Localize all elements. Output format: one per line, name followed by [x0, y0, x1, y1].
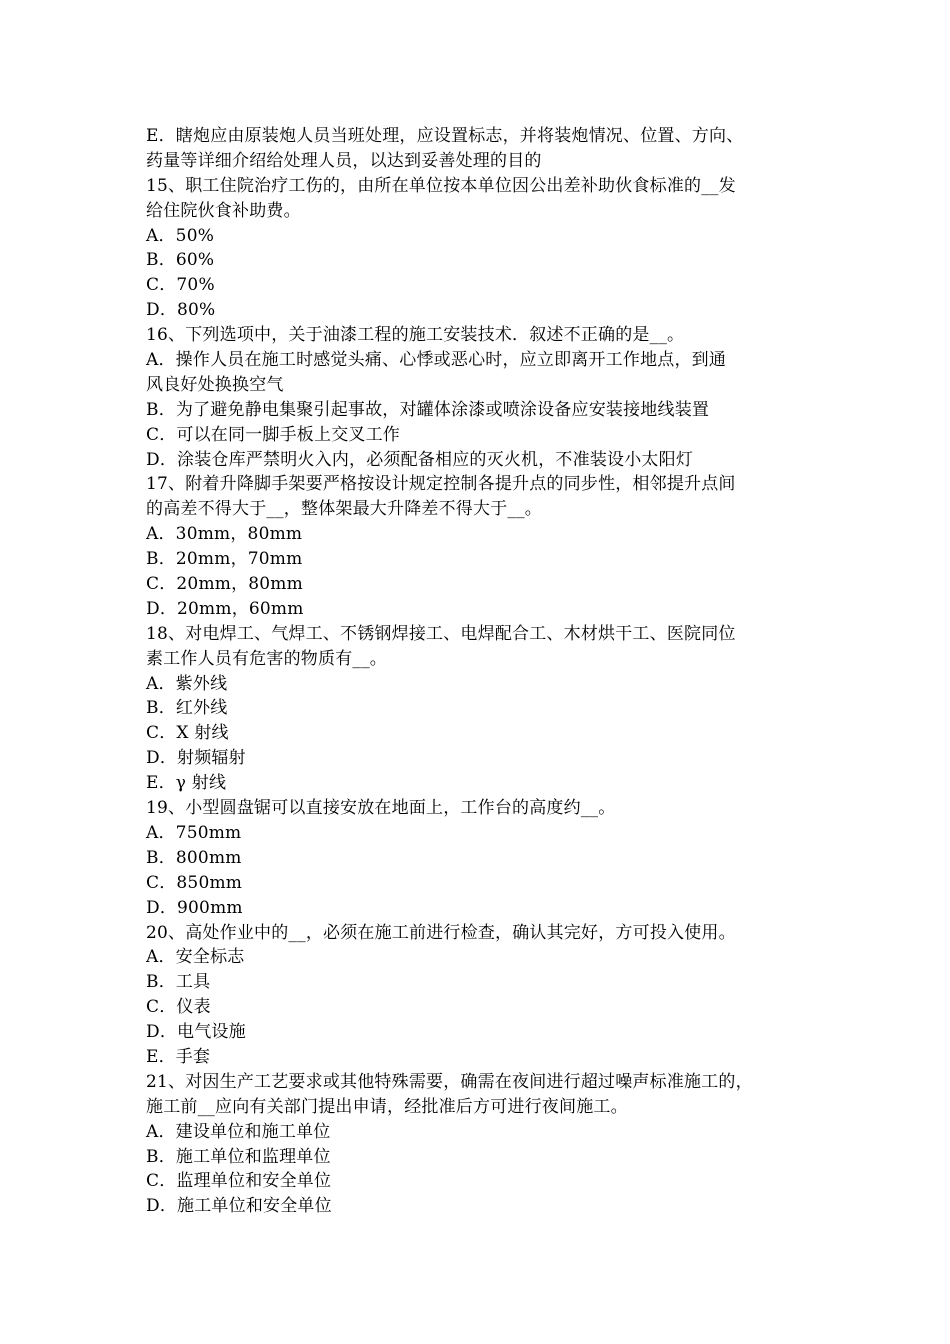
option-line: D．900mm [146, 897, 243, 918]
option-line: D．涂装仓库严禁明火入内，必须配备相应的灭火机，不准装设小太阳灯 [146, 449, 694, 470]
question-line: 给住院伙食补助费。 [146, 200, 301, 221]
option-line: B．红外线 [146, 698, 228, 719]
option-line: B．60% [146, 250, 215, 271]
option-line: E．瞎炮应由原装炮人员当班处理，应设置标志，并将装炮情况、位置、方向、 [146, 126, 744, 146]
option-line: B．800mm [146, 847, 242, 868]
option-line: 药量等详细介绍给处理人员，以达到妥善处理的目的 [146, 150, 542, 171]
option-line: A．建设单位和施工单位 [146, 1121, 331, 1142]
question-line: 18、对电焊工、气焊工、不锈钢焊接工、电焊配合工、木材烘干工、医院同位 [146, 623, 736, 644]
option-line: C．X 射线 [146, 723, 229, 744]
option-line: B．为了避免静电集聚引起事故，对罐体涂漆或喷涂设备应安装接地线装置 [146, 399, 710, 420]
option-line: D．20mm，60mm [146, 598, 304, 619]
question-line: 素工作人员有危害的物质有__。 [146, 648, 387, 669]
option-line: D．电气设施 [146, 1022, 246, 1043]
option-line: A．操作人员在施工时感觉头痛、心悸或恶心时，应立即离开工作地点，到通 [146, 350, 727, 371]
option-line: A．50% [146, 225, 215, 246]
question-line: 的高差不得大于__，整体架最大升降差不得大于__。 [146, 499, 542, 520]
option-line: B．工具 [146, 972, 211, 993]
option-line: 风良好处换换空气 [146, 374, 284, 395]
question-line: 21、对因生产工艺要求或其他特殊需要，确需在夜间进行超过噪声标准施工的， [146, 1071, 753, 1092]
option-line: C．850mm [146, 872, 243, 893]
option-line: A．安全标志 [146, 947, 245, 968]
option-line: E．γ 射线 [146, 773, 227, 794]
option-line: D．80% [146, 300, 216, 321]
option-line: E．手套 [146, 1046, 211, 1067]
option-line: B．施工单位和监理单位 [146, 1146, 331, 1167]
option-line: D．射频辐射 [146, 748, 246, 769]
question-line: 20、高处作业中的__，必须在施工前进行检查，确认其完好，方可投入使用。 [146, 922, 736, 943]
option-line: A．750mm [146, 822, 242, 843]
option-line: C．仪表 [146, 997, 211, 1018]
option-line: C．70% [146, 275, 215, 296]
option-line: A．紫外线 [146, 673, 228, 694]
option-line: C．可以在同一脚手板上交叉工作 [146, 424, 401, 445]
question-line: 19、小型圆盘锯可以直接安放在地面上，工作台的高度约__。 [146, 798, 616, 819]
option-line: C．20mm，80mm [146, 574, 303, 595]
question-line: 施工前__应向有关部门提出申请，经批准后方可进行夜间施工。 [146, 1096, 628, 1117]
document-page [146, 124, 836, 1219]
option-line: B．20mm，70mm [146, 549, 303, 570]
option-line: D．施工单位和安全单位 [146, 1196, 332, 1217]
question-line: 17、附着升降脚手架要严格按设计规定控制各提升点的同步性，相邻提升点间 [146, 474, 736, 495]
option-line: A．30mm，80mm [146, 524, 303, 545]
question-line: 16、下列选项中，关于油漆工程的施工安装技术．叙述不正确的是__。 [146, 325, 685, 346]
question-line: 15、职工住院治疗工伤的，由所在单位按本单位因公出差补助伙食标准的__发 [146, 175, 736, 196]
option-line: C．监理单位和安全单位 [146, 1171, 332, 1192]
